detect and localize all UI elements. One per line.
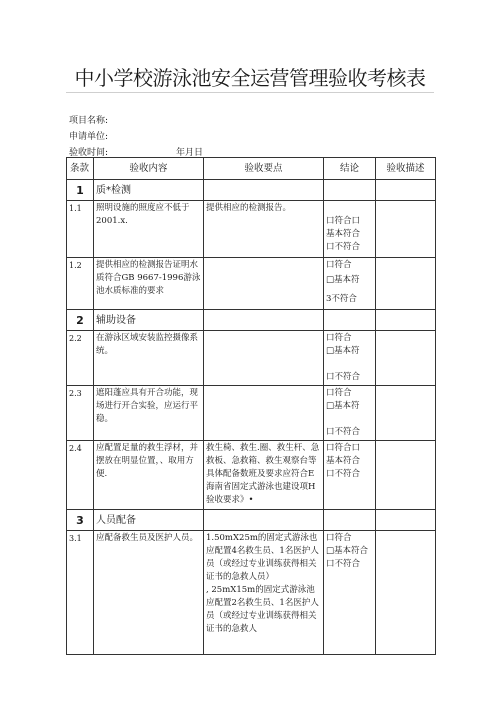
conclusion-option[interactable]: 3不符合 xyxy=(326,294,357,304)
header-num: 条款 xyxy=(67,158,94,180)
table-row xyxy=(67,386,436,441)
conclusion-option[interactable]: □基本符 xyxy=(326,275,360,285)
conclusion-option[interactable]: 口符合口 xyxy=(326,216,361,226)
row-points xyxy=(204,386,324,441)
empty-cell xyxy=(376,180,436,201)
row-conclusion xyxy=(324,331,376,386)
document-title: 中小学校游泳池安全运营管理验收考核表 xyxy=(74,66,426,90)
conclusion-option[interactable]: 口不符合 xyxy=(326,427,361,437)
row-points: 提供相应的检测报告。 xyxy=(204,201,324,258)
row-content: 提供相应的检测报告证明水质符合GB 9667-1996游泳池水质标准的要求 xyxy=(94,258,204,310)
conclusion-option[interactable]: 口不符合 xyxy=(326,469,361,479)
row-points xyxy=(204,258,324,310)
conclusion-option[interactable]: 口不符合 xyxy=(326,372,361,382)
row-description xyxy=(376,386,436,441)
conclusion-option[interactable]: 口符合 xyxy=(326,533,352,543)
row-content: 遮阳蓬应具有开合功能，现场进行开合实验，应运行平稳。 xyxy=(94,386,204,441)
row-number: 2.4 xyxy=(67,441,94,510)
title-divider xyxy=(66,92,434,93)
empty-cell xyxy=(204,510,324,531)
conclusion-option[interactable]: 口不符合 xyxy=(326,559,361,569)
section-title: 辅助设备 xyxy=(94,310,204,331)
row-conclusion xyxy=(324,201,376,258)
date-placeholder: 年月日 xyxy=(176,148,204,158)
conclusion-option[interactable]: □基本符 xyxy=(326,346,360,356)
section-number: 3 xyxy=(67,510,94,531)
row-points: 救生椅、救生.圈、救生杆、急救板、急救箱、救生观察台等具体配备数班及要求应符合E海南省固定式游泳也建设项H验收要求》• xyxy=(204,441,324,510)
conclusion-option[interactable]: 口不符合 xyxy=(326,242,361,252)
conclusion-option[interactable]: 口符合 xyxy=(326,388,352,398)
conclusion-option[interactable]: 口符合 xyxy=(326,333,352,343)
table-row xyxy=(67,331,436,386)
row-points xyxy=(204,531,324,655)
points-paragraph: , 25mX15m的固定式游泳池应配置2名救生员、1名医护人员（或经过专业训练获得相关证书的急救人 xyxy=(206,585,319,634)
section-title: 人员配备 xyxy=(94,510,204,531)
empty-cell xyxy=(204,180,324,201)
row-description xyxy=(376,331,436,386)
conclusion-option[interactable]: 基本符合 xyxy=(326,229,361,239)
applicant-label: 申请单位: xyxy=(69,132,109,142)
row-number: 1.2 xyxy=(67,258,94,310)
table-row xyxy=(67,201,436,258)
row-conclusion xyxy=(324,258,376,310)
header-content: 验收内容 xyxy=(94,158,204,180)
empty-cell xyxy=(324,180,376,201)
row-description xyxy=(376,531,436,655)
conclusion-option[interactable]: 基本符合 xyxy=(326,456,361,466)
row-number: 2.3 xyxy=(67,386,94,441)
row-content: 在游泳区域安装监控摄像系统。 xyxy=(94,331,204,386)
table-row xyxy=(67,258,436,310)
row-description xyxy=(376,201,436,258)
section-number: 2 xyxy=(67,310,94,331)
header-description: 验收描述 xyxy=(376,158,436,180)
section-row xyxy=(67,310,436,331)
row-number: 1.1 xyxy=(67,201,94,258)
header-points: 验收要点 xyxy=(204,158,324,180)
row-description xyxy=(376,441,436,510)
conclusion-option[interactable]: 口符合 xyxy=(326,260,352,270)
table-row xyxy=(67,441,436,510)
header-conclusion: 结论 xyxy=(324,158,376,180)
table-header-row xyxy=(67,158,436,180)
empty-cell xyxy=(376,310,436,331)
row-number: 2.2 xyxy=(67,331,94,386)
row-number: 3.1 xyxy=(67,531,94,655)
conclusion-option[interactable]: □基本符 xyxy=(326,401,360,411)
section-row xyxy=(67,180,436,201)
table-row xyxy=(67,531,436,655)
section-number: 1 xyxy=(67,180,94,201)
project-name-label: 项目名称: xyxy=(69,116,109,126)
row-content: 照明设施的照度应不低于2001.x. xyxy=(94,201,204,258)
empty-cell xyxy=(204,310,324,331)
acceptance-table xyxy=(66,157,436,655)
section-row xyxy=(67,510,436,531)
conclusion-option[interactable]: □基本符合 xyxy=(326,546,369,556)
row-conclusion xyxy=(324,386,376,441)
row-conclusion xyxy=(324,441,376,510)
points-paragraph: 1.50mX25m的固定式游泳也应配置4名救生员、1名医护人员（或经过专业训练获得相关证书的急救人员） xyxy=(206,533,319,582)
empty-cell xyxy=(324,510,376,531)
row-content: 应配备救生员及医护人员。 xyxy=(94,531,204,655)
row-description xyxy=(376,258,436,310)
accept-time-label: 验收时间: xyxy=(69,148,109,158)
row-points xyxy=(204,331,324,386)
row-conclusion xyxy=(324,531,376,655)
section-title: 质*检测 xyxy=(94,180,204,201)
conclusion-option[interactable]: 口符合口 xyxy=(326,443,361,453)
empty-cell xyxy=(376,510,436,531)
row-content: 应配置足量的救生浮材，并摆放在明显位置，、取用方便. xyxy=(94,441,204,510)
empty-cell xyxy=(324,310,376,331)
